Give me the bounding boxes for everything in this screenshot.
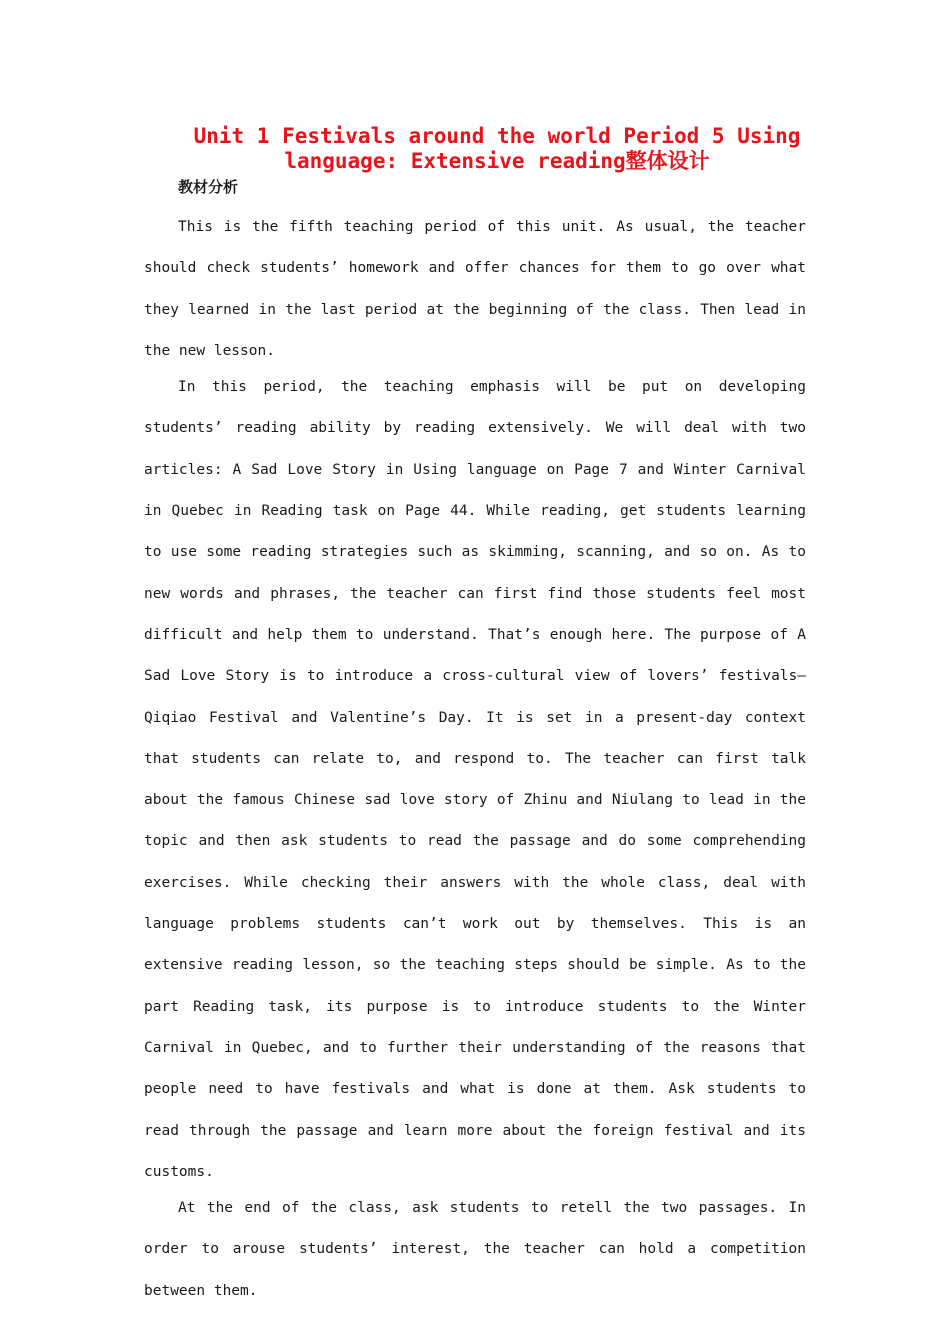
paragraph-1: This is the fifth teaching period of this unit. As usual, the teacher should check students’ homework and offer chances for them to go over what they learned in the last period at the beginning of the class. Then lead in the new lesson.	[144, 219, 806, 359]
section-heading: 教材分析	[178, 178, 239, 196]
document-title: Unit 1 Festivals around the world Period 5 Using language: Extensive reading整体设计	[193, 124, 801, 173]
body-text	[144, 207, 806, 1312]
paragraph-3: At the end of the class, ask students to retell the two passages. In order to arouse students’ interest, the teacher can hold a competition between them.	[144, 1200, 806, 1299]
paragraph-2: In this period, the teaching emphasis will be put on developing students’ reading ability by reading extensively. We will deal with two articles: A Sad Love Story in Using language on Page 7 and Winter Carnival in Quebec in Reading task on Page 44. While reading, get students learning to use some reading strategies such as skimming, scanning, and so on. As to new words and phrases, the teacher can first find those students feel most difficult and help them to understand. That’s enough here. The purpose of A Sad Love Story is to introduce a cross-cultural view of lovers’ festivals—Qiqiao Festival and Valentine’s Day. It is set in a present-day context that students can relate to, and respond to. The teacher can first talk about the famous Chinese sad love story of Zhinu and Niulang to lead in the topic and then ask students to read the passage and do some comprehending exercises. While checking their answers with the whole class, deal with language problems students can’t work out by themselves. This is an extensive reading lesson, so the teaching steps should be simple. As to the part Reading task, its purpose is to introduce students to the Winter Carnival in Quebec, and to further their understanding of the reasons that people need to have festivals and what is done at them. Ask students to read through the passage and learn more about the foreign festival and its customs.	[144, 379, 806, 1180]
